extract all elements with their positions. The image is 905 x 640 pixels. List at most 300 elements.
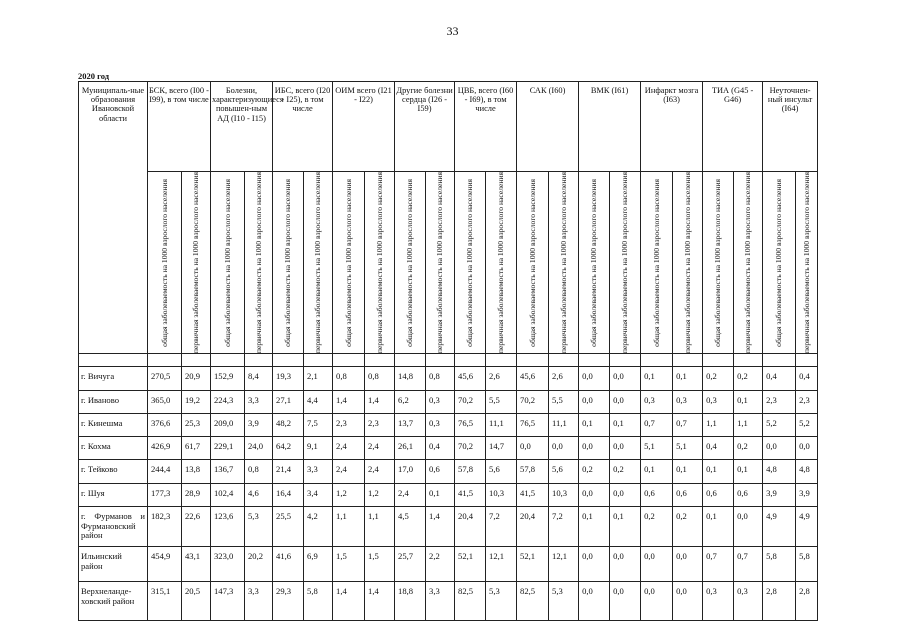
table-row	[79, 460, 818, 484]
primary-rate-cell: 20,9	[182, 367, 211, 391]
group-header: Неуточнен-ный инсульт (I64)	[763, 82, 818, 172]
total-rate-cell: 2,4	[333, 437, 365, 460]
primary-rate-cell: 0,0	[610, 367, 641, 391]
municipality-name: г. Иваново	[79, 391, 148, 414]
primary-rate-cell: 0,0	[734, 507, 763, 547]
total-rate-cell: 0,0	[763, 437, 796, 460]
primary-rate-cell: 2,3	[365, 414, 395, 437]
sub-header-label: общая заболеваемость на 1000 взрослого населения	[222, 178, 232, 347]
primary-rate-cell: 3,3	[245, 391, 273, 414]
total-rate-cell: 1,1	[703, 414, 734, 437]
total-rate-cell: 0,6	[641, 484, 673, 507]
primary-rate-cell: 1,4	[426, 507, 455, 547]
morbidity-table	[78, 81, 818, 621]
total-rate-cell: 41,5	[455, 484, 486, 507]
primary-rate-cell: 4,4	[304, 391, 333, 414]
primary-rate-cell: 2,4	[365, 460, 395, 484]
primary-rate-cell: 0,0	[610, 437, 641, 460]
total-rate-cell: 19,3	[273, 367, 304, 391]
total-rate-cell: 18,8	[395, 582, 426, 621]
municipality-name: Ильинский район	[79, 547, 148, 582]
total-rate-cell: 0,0	[641, 547, 673, 582]
spacer-cell	[426, 354, 455, 367]
municipality-name: г. Кохма	[79, 437, 148, 460]
group-header: ВМК (I61)	[579, 82, 641, 172]
sub-header-total	[333, 172, 365, 354]
primary-rate-cell: 10,3	[486, 484, 517, 507]
total-rate-cell: 76,5	[455, 414, 486, 437]
primary-rate-cell: 5,6	[549, 460, 579, 484]
total-rate-cell: 0,0	[579, 547, 610, 582]
total-rate-cell: 0,1	[579, 414, 610, 437]
total-rate-cell: 1,4	[333, 391, 365, 414]
total-rate-cell: 0,3	[703, 582, 734, 621]
sub-header-label: общая заболеваемость на 1000 взрослого населения	[159, 178, 169, 347]
primary-rate-cell: 7,5	[304, 414, 333, 437]
total-rate-cell: 365,0	[148, 391, 182, 414]
spacer-cell	[79, 354, 148, 367]
total-rate-cell: 70,2	[517, 391, 549, 414]
primary-rate-cell: 13,8	[182, 460, 211, 484]
total-rate-cell: 27,1	[273, 391, 304, 414]
sub-header-label: первичная заболеваемость на 1000 взрослого населения	[743, 172, 753, 354]
sub-header-label: общая заболеваемость на 1000 взрослого населения	[283, 178, 293, 347]
primary-rate-cell: 43,1	[182, 547, 211, 582]
primary-rate-cell: 3,3	[426, 582, 455, 621]
spacer-cell	[641, 354, 673, 367]
sub-header-primary	[796, 172, 818, 354]
municipality-name: г. Тейково	[79, 460, 148, 484]
primary-rate-cell: 5,8	[796, 547, 818, 582]
sub-header-label: общая заболеваемость на 1000 взрослого населения	[774, 178, 784, 347]
primary-rate-cell: 14,7	[486, 437, 517, 460]
spacer-cell	[734, 354, 763, 367]
total-rate-cell: 20,4	[455, 507, 486, 547]
primary-rate-cell: 0,0	[610, 484, 641, 507]
total-rate-cell: 2,4	[395, 484, 426, 507]
total-rate-cell: 52,1	[517, 547, 549, 582]
total-rate-cell: 0,0	[579, 484, 610, 507]
sub-header-primary	[486, 172, 517, 354]
total-rate-cell: 4,9	[763, 507, 796, 547]
municipality-header: Муниципаль-ные образования Ивановской области	[79, 82, 148, 354]
sub-header-label: общая заболеваемость на 1000 взрослого населения	[465, 178, 475, 347]
primary-rate-cell: 2,1	[304, 367, 333, 391]
total-rate-cell: 5,8	[763, 547, 796, 582]
primary-rate-cell: 1,2	[365, 484, 395, 507]
primary-rate-cell: 61,7	[182, 437, 211, 460]
sub-header-label: общая заболеваемость на 1000 взрослого населения	[343, 178, 353, 347]
total-rate-cell: 82,5	[517, 582, 549, 621]
primary-rate-cell: 0,1	[673, 460, 703, 484]
sub-header-row	[79, 172, 818, 354]
total-rate-cell: 76,5	[517, 414, 549, 437]
total-rate-cell: 0,4	[763, 367, 796, 391]
sub-header-total	[641, 172, 673, 354]
spacer-cell	[517, 354, 549, 367]
primary-rate-cell: 28,9	[182, 484, 211, 507]
sub-header-label: общая заболеваемость на 1000 взрослого населения	[713, 178, 723, 347]
spacer-cell	[549, 354, 579, 367]
group-header: ЦВБ, всего (I60 - I69), в том числе	[455, 82, 517, 172]
primary-rate-cell: 1,4	[365, 391, 395, 414]
spacer-cell	[763, 354, 796, 367]
primary-rate-cell: 2,3	[796, 391, 818, 414]
total-rate-cell: 3,9	[763, 484, 796, 507]
total-rate-cell: 0,3	[703, 391, 734, 414]
sub-header-total	[211, 172, 245, 354]
total-rate-cell: 209,0	[211, 414, 245, 437]
sub-header-primary	[304, 172, 333, 354]
total-rate-cell: 25,5	[273, 507, 304, 547]
total-rate-cell: 1,1	[333, 507, 365, 547]
total-rate-cell: 426,9	[148, 437, 182, 460]
sub-header-label: общая заболеваемость на 1000 взрослого населения	[651, 178, 661, 347]
primary-rate-cell: 0,7	[734, 547, 763, 582]
primary-rate-cell: 0,3	[734, 582, 763, 621]
municipality-name: Верхнеланде-ховский район	[79, 582, 148, 621]
primary-rate-cell: 7,2	[486, 507, 517, 547]
total-rate-cell: 0,1	[703, 507, 734, 547]
municipality-name: г. Кинешма	[79, 414, 148, 437]
primary-rate-cell: 9,1	[304, 437, 333, 460]
primary-rate-cell: 0,8	[365, 367, 395, 391]
primary-rate-cell: 12,1	[549, 547, 579, 582]
total-rate-cell: 0,4	[703, 437, 734, 460]
sub-header-primary	[673, 172, 703, 354]
spacer-cell	[395, 354, 426, 367]
primary-rate-cell: 6,9	[304, 547, 333, 582]
spacer-cell	[796, 354, 818, 367]
primary-rate-cell: 0,0	[673, 582, 703, 621]
total-rate-cell: 21,4	[273, 460, 304, 484]
primary-rate-cell: 1,5	[365, 547, 395, 582]
total-rate-cell: 25,7	[395, 547, 426, 582]
total-rate-cell: 41,5	[517, 484, 549, 507]
spacer-cell	[673, 354, 703, 367]
total-rate-cell: 229,1	[211, 437, 245, 460]
sub-header-primary	[734, 172, 763, 354]
total-rate-cell: 0,2	[641, 507, 673, 547]
primary-rate-cell: 0,3	[426, 391, 455, 414]
primary-rate-cell: 5,1	[673, 437, 703, 460]
primary-rate-cell: 11,1	[486, 414, 517, 437]
total-rate-cell: 29,3	[273, 582, 304, 621]
table-row	[79, 582, 818, 621]
spacer-cell	[365, 354, 395, 367]
primary-rate-cell: 0,0	[610, 391, 641, 414]
sub-header-total	[395, 172, 426, 354]
spacer-cell	[273, 354, 304, 367]
total-rate-cell: 70,2	[455, 391, 486, 414]
total-rate-cell: 0,2	[703, 367, 734, 391]
total-rate-cell: 0,0	[579, 391, 610, 414]
spacer-cell	[455, 354, 486, 367]
primary-rate-cell: 0,1	[426, 484, 455, 507]
spacer-cell	[182, 354, 211, 367]
primary-rate-cell: 5,6	[486, 460, 517, 484]
table-row	[79, 437, 818, 460]
table-row	[79, 507, 818, 547]
primary-rate-cell: 1,1	[365, 507, 395, 547]
primary-rate-cell: 0,2	[610, 460, 641, 484]
primary-rate-cell: 7,2	[549, 507, 579, 547]
spacer-cell	[148, 354, 182, 367]
total-rate-cell: 0,1	[641, 460, 673, 484]
spacer-cell	[486, 354, 517, 367]
year-label: 2020 год	[78, 71, 110, 81]
total-rate-cell: 41,6	[273, 547, 304, 582]
total-rate-cell: 182,3	[148, 507, 182, 547]
municipality-name: г. Фурманов и Фурмановский район	[79, 507, 148, 547]
total-rate-cell: 17,0	[395, 460, 426, 484]
sub-header-label: первичная заболеваемость на 1000 взрослого населения	[801, 172, 811, 354]
municipality-name: г. Вичуга	[79, 367, 148, 391]
total-rate-cell: 45,6	[517, 367, 549, 391]
primary-rate-cell: 11,1	[549, 414, 579, 437]
sub-header-label: первичная заболеваемость на 1000 взрослого населения	[374, 172, 384, 354]
sub-header-total	[148, 172, 182, 354]
spacer-cell	[211, 354, 245, 367]
primary-rate-cell: 4,9	[796, 507, 818, 547]
sub-header-primary	[182, 172, 211, 354]
primary-rate-cell: 0,4	[796, 367, 818, 391]
total-rate-cell: 102,4	[211, 484, 245, 507]
primary-rate-cell: 2,6	[549, 367, 579, 391]
primary-rate-cell: 1,4	[365, 582, 395, 621]
primary-rate-cell: 5,3	[245, 507, 273, 547]
primary-rate-cell: 12,1	[486, 547, 517, 582]
total-rate-cell: 0,0	[641, 582, 673, 621]
primary-rate-cell: 0,1	[734, 460, 763, 484]
table-row	[79, 391, 818, 414]
sub-header-label: первичная заболеваемость на 1000 взрослого населения	[253, 172, 263, 354]
primary-rate-cell: 5,3	[549, 582, 579, 621]
primary-rate-cell: 3,9	[245, 414, 273, 437]
primary-rate-cell: 0,4	[426, 437, 455, 460]
table-body	[79, 367, 818, 621]
primary-rate-cell: 0,0	[610, 582, 641, 621]
primary-rate-cell: 0,3	[426, 414, 455, 437]
total-rate-cell: 70,2	[455, 437, 486, 460]
sub-header-total	[703, 172, 734, 354]
primary-rate-cell: 22,6	[182, 507, 211, 547]
total-rate-cell: 0,6	[703, 484, 734, 507]
group-header-row	[79, 82, 818, 172]
sub-header-primary	[549, 172, 579, 354]
total-rate-cell: 1,5	[333, 547, 365, 582]
total-rate-cell: 5,2	[763, 414, 796, 437]
total-rate-cell: 0,8	[333, 367, 365, 391]
primary-rate-cell: 0,0	[796, 437, 818, 460]
primary-rate-cell: 0,1	[610, 414, 641, 437]
sub-header-total	[455, 172, 486, 354]
total-rate-cell: 48,2	[273, 414, 304, 437]
total-rate-cell: 323,0	[211, 547, 245, 582]
page-number: 33	[446, 24, 459, 38]
total-rate-cell: 315,1	[148, 582, 182, 621]
total-rate-cell: 147,3	[211, 582, 245, 621]
total-rate-cell: 13,7	[395, 414, 426, 437]
primary-rate-cell: 0,6	[673, 484, 703, 507]
total-rate-cell: 2,3	[763, 391, 796, 414]
primary-rate-cell: 2,8	[796, 582, 818, 621]
total-rate-cell: 177,3	[148, 484, 182, 507]
primary-rate-cell: 0,3	[673, 391, 703, 414]
total-rate-cell: 16,4	[273, 484, 304, 507]
total-rate-cell: 0,1	[703, 460, 734, 484]
primary-rate-cell: 3,3	[245, 582, 273, 621]
primary-rate-cell: 0,2	[734, 367, 763, 391]
spacer-row	[79, 354, 818, 367]
primary-rate-cell: 5,8	[304, 582, 333, 621]
total-rate-cell: 6,2	[395, 391, 426, 414]
primary-rate-cell: 19,2	[182, 391, 211, 414]
spacer-cell	[703, 354, 734, 367]
primary-rate-cell: 0,0	[549, 437, 579, 460]
primary-rate-cell: 0,1	[673, 367, 703, 391]
primary-rate-cell: 10,3	[549, 484, 579, 507]
primary-rate-cell: 0,2	[734, 437, 763, 460]
sub-header-label: общая заболеваемость на 1000 взрослого населения	[405, 178, 415, 347]
total-rate-cell: 57,8	[455, 460, 486, 484]
group-header: БСК, всего (I00 - I99), в том числе	[148, 82, 211, 172]
group-header: ИБС, всего (I20 - I25), в том числе	[273, 82, 333, 172]
primary-rate-cell: 0,0	[673, 547, 703, 582]
total-rate-cell: 123,6	[211, 507, 245, 547]
sub-header-primary	[610, 172, 641, 354]
sub-header-total	[517, 172, 549, 354]
primary-rate-cell: 4,6	[245, 484, 273, 507]
spacer-cell	[333, 354, 365, 367]
sub-header-primary	[365, 172, 395, 354]
sub-header-total	[273, 172, 304, 354]
primary-rate-cell: 3,9	[796, 484, 818, 507]
primary-rate-cell: 5,5	[486, 391, 517, 414]
total-rate-cell: 376,6	[148, 414, 182, 437]
total-rate-cell: 82,5	[455, 582, 486, 621]
total-rate-cell: 152,9	[211, 367, 245, 391]
sub-header-label: общая заболеваемость на 1000 взрослого населения	[527, 178, 537, 347]
sub-header-label: первичная заболеваемость на 1000 взрослого населения	[191, 172, 201, 354]
total-rate-cell: 57,8	[517, 460, 549, 484]
primary-rate-cell: 5,3	[486, 582, 517, 621]
sub-header-label: общая заболеваемость на 1000 взрослого населения	[589, 178, 599, 347]
total-rate-cell: 26,1	[395, 437, 426, 460]
primary-rate-cell: 20,2	[245, 547, 273, 582]
total-rate-cell: 0,1	[641, 367, 673, 391]
table-row	[79, 367, 818, 391]
primary-rate-cell: 4,2	[304, 507, 333, 547]
total-rate-cell: 244,4	[148, 460, 182, 484]
sub-header-label: первичная заболеваемость на 1000 взрослого населения	[313, 172, 323, 354]
total-rate-cell: 136,7	[211, 460, 245, 484]
primary-rate-cell: 5,5	[549, 391, 579, 414]
total-rate-cell: 64,2	[273, 437, 304, 460]
primary-rate-cell: 0,2	[673, 507, 703, 547]
primary-rate-cell: 2,4	[365, 437, 395, 460]
total-rate-cell: 45,6	[455, 367, 486, 391]
primary-rate-cell: 0,0	[610, 547, 641, 582]
primary-rate-cell: 2,2	[426, 547, 455, 582]
total-rate-cell: 14,8	[395, 367, 426, 391]
sub-header-label: первичная заболеваемость на 1000 взрослого населения	[435, 172, 445, 354]
municipality-name: г. Шуя	[79, 484, 148, 507]
total-rate-cell: 5,1	[641, 437, 673, 460]
total-rate-cell: 224,3	[211, 391, 245, 414]
spacer-cell	[579, 354, 610, 367]
total-rate-cell: 454,9	[148, 547, 182, 582]
total-rate-cell: 0,1	[579, 507, 610, 547]
primary-rate-cell: 0,8	[245, 460, 273, 484]
primary-rate-cell: 0,6	[426, 460, 455, 484]
total-rate-cell: 1,2	[333, 484, 365, 507]
sub-header-label: первичная заболеваемость на 1000 взрослого населения	[620, 172, 630, 354]
sub-header-primary	[245, 172, 273, 354]
sub-header-label: первичная заболеваемость на 1000 взрослого населения	[496, 172, 506, 354]
total-rate-cell: 270,5	[148, 367, 182, 391]
group-header: САК (I60)	[517, 82, 579, 172]
sub-header-label: первичная заболеваемость на 1000 взрослого населения	[682, 172, 692, 354]
primary-rate-cell: 0,8	[426, 367, 455, 391]
group-header: ТИА (G45 - G46)	[703, 82, 763, 172]
sub-header-total	[763, 172, 796, 354]
group-header: ОИМ всего (I21 - I22)	[333, 82, 395, 172]
primary-rate-cell: 25,3	[182, 414, 211, 437]
total-rate-cell: 20,4	[517, 507, 549, 547]
primary-rate-cell: 8,4	[245, 367, 273, 391]
sub-header-primary	[426, 172, 455, 354]
primary-rate-cell: 20,5	[182, 582, 211, 621]
primary-rate-cell: 4,8	[796, 460, 818, 484]
table-row	[79, 547, 818, 582]
total-rate-cell: 1,4	[333, 582, 365, 621]
total-rate-cell: 0,0	[579, 582, 610, 621]
group-header: Другие болезни сердца (I26 - I59)	[395, 82, 455, 172]
sub-header-total	[579, 172, 610, 354]
group-header: Инфаркт мозга (I63)	[641, 82, 703, 172]
total-rate-cell: 4,8	[763, 460, 796, 484]
primary-rate-cell: 3,3	[304, 460, 333, 484]
total-rate-cell: 0,7	[703, 547, 734, 582]
primary-rate-cell: 0,7	[673, 414, 703, 437]
total-rate-cell: 2,8	[763, 582, 796, 621]
total-rate-cell: 0,3	[641, 391, 673, 414]
total-rate-cell: 2,3	[333, 414, 365, 437]
primary-rate-cell: 0,6	[734, 484, 763, 507]
sub-header-label: первичная заболеваемость на 1000 взрослого населения	[558, 172, 568, 354]
primary-rate-cell: 2,6	[486, 367, 517, 391]
spacer-cell	[610, 354, 641, 367]
spacer-cell	[304, 354, 333, 367]
total-rate-cell: 0,7	[641, 414, 673, 437]
table-row	[79, 414, 818, 437]
table-row	[79, 484, 818, 507]
spacer-cell	[245, 354, 273, 367]
total-rate-cell: 0,2	[579, 460, 610, 484]
primary-rate-cell: 1,1	[734, 414, 763, 437]
total-rate-cell: 4,5	[395, 507, 426, 547]
total-rate-cell: 0,0	[579, 437, 610, 460]
group-header: Болезни, характеризующиеся повышен-ным АД (I10 - I15)	[211, 82, 273, 172]
total-rate-cell: 0,0	[579, 367, 610, 391]
primary-rate-cell: 24,0	[245, 437, 273, 460]
primary-rate-cell: 0,1	[610, 507, 641, 547]
total-rate-cell: 52,1	[455, 547, 486, 582]
total-rate-cell: 2,4	[333, 460, 365, 484]
primary-rate-cell: 0,1	[734, 391, 763, 414]
primary-rate-cell: 5,2	[796, 414, 818, 437]
